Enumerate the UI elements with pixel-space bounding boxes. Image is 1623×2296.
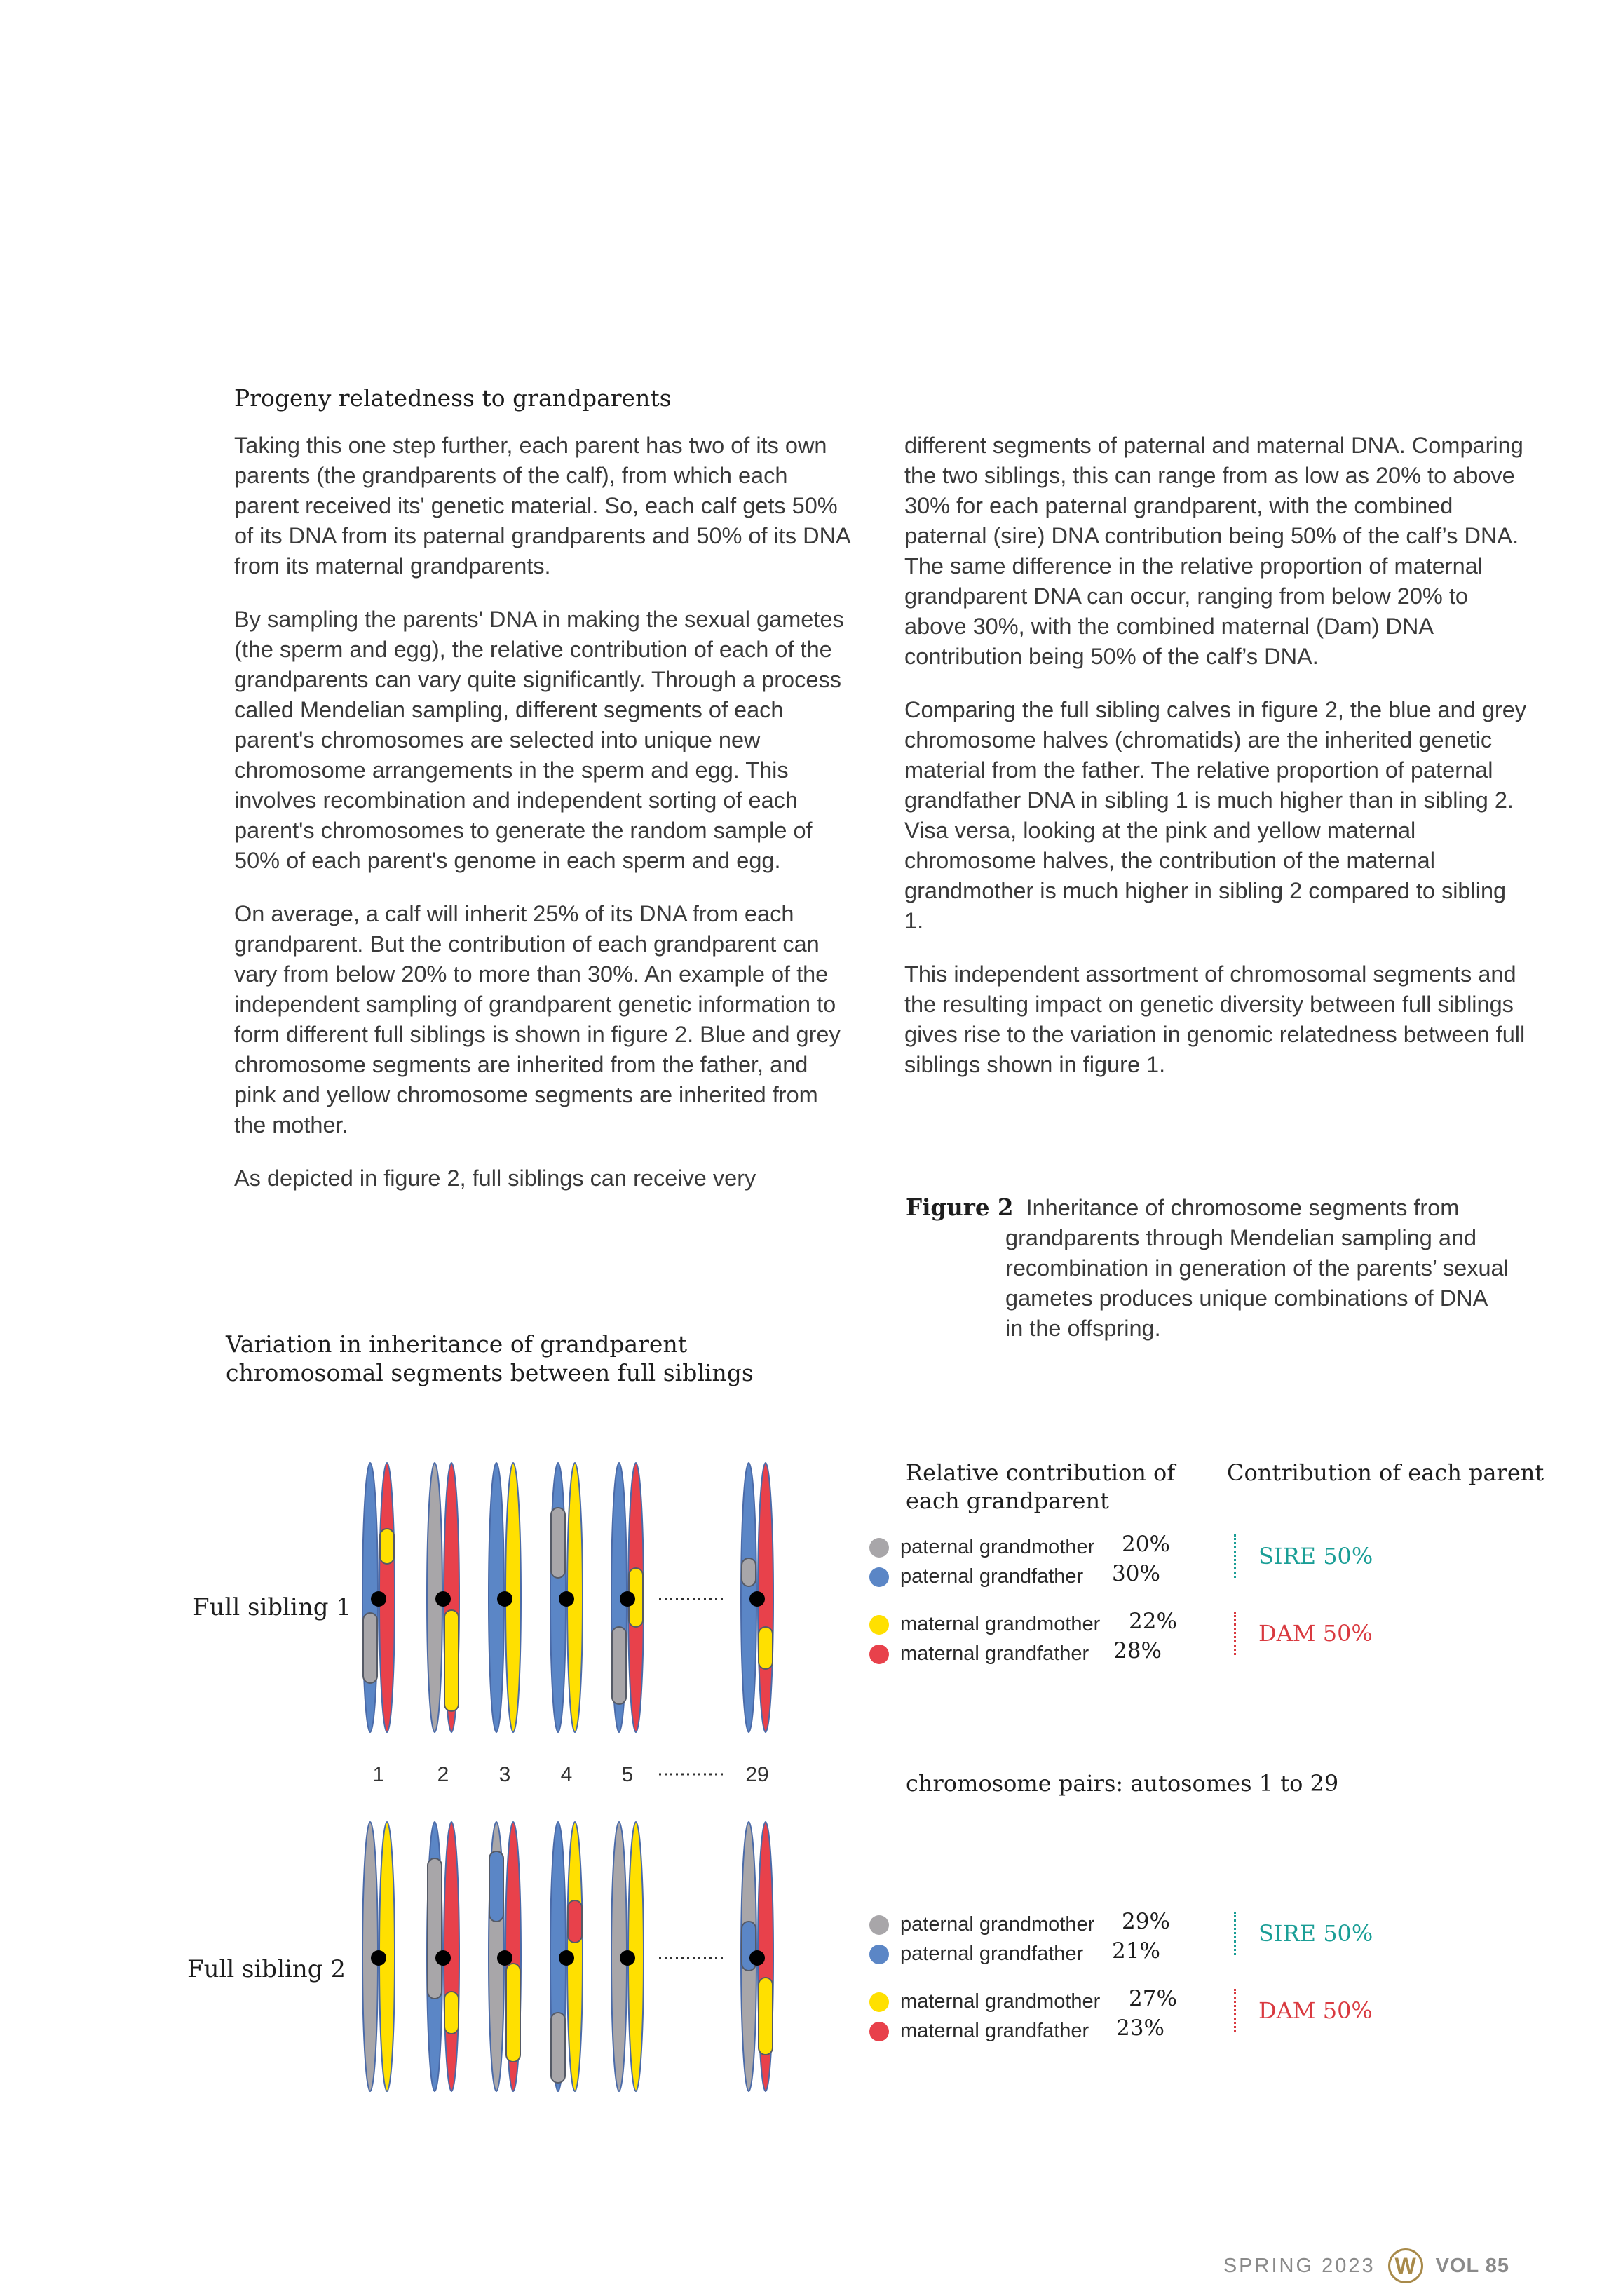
page-footer — [1223, 2248, 1509, 2283]
centromere — [435, 1950, 451, 1966]
paternal-grandfather-dot — [869, 1945, 889, 1964]
chromosome-segment — [742, 1558, 756, 1586]
legend-percent: 29% — [1122, 1909, 1170, 1934]
chromosome-number: 5 — [621, 1763, 634, 1786]
legend-percent: 27% — [1129, 1986, 1177, 2011]
legend-percent: 21% — [1112, 1938, 1160, 1964]
paragraph: Taking this one step further, each parent has two of its own parents (the grandparents of the calf), from which each parent received its' genetic material. So, each calf gets 50% of its DNA from its paternal grandparents and 50% of its DNA from its maternal grandparents. — [234, 433, 850, 579]
paternal-grandmother-dot — [869, 1538, 889, 1558]
chromosome-segment — [551, 1508, 565, 1578]
centromere — [497, 1591, 512, 1607]
figure-title: Variation in inheritance of grandparent chromosomal segments between full siblings — [226, 1330, 754, 1386]
legend-percent: 22% — [1129, 1609, 1177, 1634]
paternal-grandfather-dot — [869, 1567, 889, 1587]
legend-item — [869, 1990, 1100, 2013]
autosomes-label: chromosome pairs: autosomes 1 to 29 — [906, 1770, 1339, 1797]
legend-item — [869, 1913, 1094, 1936]
legend-item — [869, 2020, 1089, 2043]
chromosome-segment — [759, 1627, 773, 1669]
section-heading: Progeny relatedness to grandparents — [234, 384, 672, 412]
chromosome-segment — [444, 1610, 459, 1711]
footer-volume: VOL 85 — [1435, 2254, 1509, 2277]
legend-name: paternal grandmother — [900, 1913, 1095, 1936]
legend-name: maternal grandmother — [900, 1613, 1101, 1635]
chromosome-number: 3 — [498, 1763, 511, 1786]
chromosome-segment — [380, 1529, 394, 1564]
legend-name: maternal grandmother — [900, 1990, 1101, 2013]
footer-season: SPRING 2023 — [1223, 2254, 1376, 2277]
chromosome-number: 2 — [437, 1763, 449, 1786]
dam-contribution: DAM 50% — [1234, 1989, 1373, 2032]
legend-percent: 20% — [1122, 1532, 1170, 1557]
maternal-grandfather-dot — [869, 1645, 889, 1664]
sibling-1-label: Full sibling 1 — [193, 1593, 351, 1621]
centromere — [497, 1950, 512, 1966]
chromosome-segment — [444, 1992, 459, 2034]
legend-name: paternal grandfather — [900, 1565, 1084, 1588]
sire-contribution: SIRE 50% — [1234, 1912, 1373, 1955]
chromosome-number: 4 — [560, 1763, 573, 1786]
sibling-2-label: Full sibling 2 — [187, 1955, 346, 1983]
paragraph: This independent assortment of chromosomal segments and the resulting impact on genetic diversity between full siblings gives rise to the variation in genomic relatedness between full siblings shown in figure 1. — [904, 961, 1526, 1077]
legend-name: maternal grandfather — [900, 2020, 1089, 2042]
paragraph: By sampling the parents' DNA in making the sexual gametes (the sperm and egg), the relative contribution of each of the grandparents can vary quite significantly. Through a process called Mendelian sampling, different segments of each parent's chromosomes are selected into unique new chromosome arrangements in the sperm and egg. This involves recombination and independent sorting of each parent's chromosomes to generate the random sample of 50% of each parent's genome in each sperm and egg. — [234, 607, 844, 873]
legend-percent: 23% — [1116, 2015, 1164, 2041]
maternal-grandmother-dot — [869, 1615, 889, 1635]
legend-name: paternal grandfather — [900, 1943, 1084, 1965]
centromere — [749, 1950, 765, 1966]
legend-name: paternal grandmother — [900, 1536, 1095, 1558]
legend-name: maternal grandfather — [900, 1642, 1089, 1665]
centromere — [435, 1591, 451, 1607]
centromere — [749, 1591, 765, 1607]
dam-contribution: DAM 50% — [1234, 1612, 1373, 1655]
legend-item — [869, 1642, 1089, 1666]
chromosome-segment — [612, 1627, 626, 1704]
chromosome-number: 29 — [745, 1763, 769, 1786]
chromosome-segment — [489, 1851, 503, 1922]
magazine-logo-icon: W — [1388, 2248, 1423, 2283]
parent-contribution-title: Contribution of each parent — [1227, 1459, 1544, 1486]
paragraph: As depicted in figure 2, full siblings can receive very — [234, 1166, 756, 1191]
maternal-grandfather-dot — [869, 2022, 889, 2041]
sire-contribution: SIRE 50% — [1234, 1534, 1373, 1578]
maternal-grandmother-dot — [869, 1992, 889, 2012]
legend-title: Relative contribution of each grandparent — [906, 1459, 1176, 1514]
centromere — [620, 1591, 635, 1607]
legend-item — [869, 1943, 1083, 1966]
legend-item — [869, 1613, 1100, 1636]
chromosome-number: 1 — [372, 1763, 385, 1786]
paragraph: different segments of paternal and maternal DNA. Comparing the two siblings, this can range from as low as 20% to above 30% for each paternal grandparent, with the combined paternal (sire) DNA contribution being 50% of the calf’s DNA. The same difference in the relative proportion of maternal grandparent DNA can occur, ranging from below 20% to above 30%, with the combined maternal (Dam) DNA contribution being 50% of the calf’s DNA. — [904, 433, 1523, 669]
legend-percent: 28% — [1113, 1638, 1162, 1663]
centromere — [559, 1950, 574, 1966]
chromosome-segment — [363, 1613, 377, 1683]
chromosome-segment — [551, 2013, 565, 2083]
paragraph: Comparing the full sibling calves in figure 2, the blue and grey chromosome halves (chromatids) are the inherited genetic material from the father. The relative proportion of paternal grandfather DNA in sibling 1 is much higher than in sibling 2. Visa versa, looking at the pink and yellow maternal chromosome halves, the contribution of the maternal grandmother is much higher in sibling 2 compared to sibling 1. — [904, 697, 1527, 933]
chromosome-segment — [759, 1978, 773, 2055]
legend-percent: 30% — [1112, 1561, 1160, 1586]
centromere — [620, 1950, 635, 1966]
centromere — [371, 1591, 386, 1607]
caption-first-line: Inheritance of chromosome segments from — [1026, 1195, 1460, 1220]
legend-item — [869, 1536, 1094, 1559]
caption-body: grandparents through Mendelian sampling and recombination in generation of the parents’ sexual gametes produces unique combinations of DNA in the offspring. — [1005, 1225, 1509, 1341]
figure-label: Figure 2 — [906, 1194, 1014, 1221]
chromosome-segment — [568, 1900, 582, 1943]
paternal-grandmother-dot — [869, 1915, 889, 1935]
chromosome-segment — [506, 1964, 520, 2062]
legend-item — [869, 1565, 1083, 1588]
centromere — [559, 1591, 574, 1607]
centromere — [371, 1950, 386, 1966]
paragraph: On average, a calf will inherit 25% of its DNA from each grandparent. But the contribution of each grandparent can vary from below 20% to more than 30%. An example of the independent sampling of grandparent genetic information to form different full siblings is shown in figure 2. Blue and grey chromosome segments are inherited from the father, and pink and yellow chromosome segments are inherited from the mother. — [234, 901, 841, 1137]
chromosome-segment — [428, 1858, 442, 1999]
